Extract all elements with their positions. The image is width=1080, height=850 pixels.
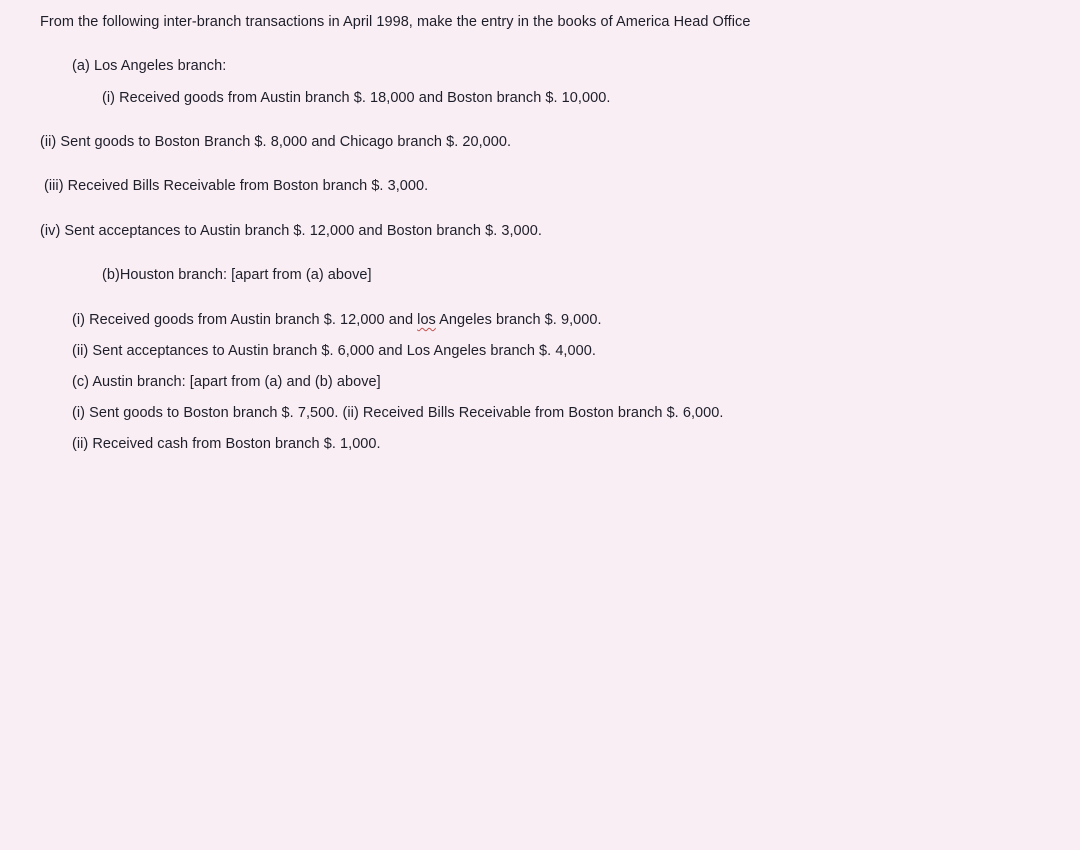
item-b-i [72,311,602,329]
section-b-heading: (b)Houston branch: [apart from (a) above] [102,267,372,283]
item-a-iv: (iv) Sent acceptances to Austin branch $. 12,000 and Boston branch $. 3,000. [40,223,542,239]
item-b-ii: (ii) Sent acceptances to Austin branch $. 6,000 and Los Angeles branch $. 4,000. [72,343,596,359]
section-c-heading: (c) Austin branch: [apart from (a) and (b) above] [72,374,381,390]
item-b-i-text-start: (i) Received goods from Austin branch $. 12,000 and [72,312,418,328]
item-a-i: (i) Received goods from Austin branch $. 18,000 and Boston branch $. 10,000. [102,90,611,106]
spellcheck-flagged-word: los [417,312,436,328]
intro-text: From the following inter-branch transactions in April 1998, make the entry in the books of America Head Office [40,14,751,30]
item-b-i-text-end: Angeles branch $. 9,000. [435,312,602,328]
item-c-i: (i) Sent goods to Boston branch $. 7,500. (ii) Received Bills Receivable from Boston branch $. 6,000. [72,405,724,421]
item-c-ii: (ii) Received cash from Boston branch $. 1,000. [72,436,381,452]
item-a-ii: (ii) Sent goods to Boston Branch $. 8,000 and Chicago branch $. 20,000. [40,134,512,150]
section-a-heading: (a) Los Angeles branch: [72,58,227,74]
item-a-iii: (iii) Received Bills Receivable from Boston branch $. 3,000. [44,178,429,194]
